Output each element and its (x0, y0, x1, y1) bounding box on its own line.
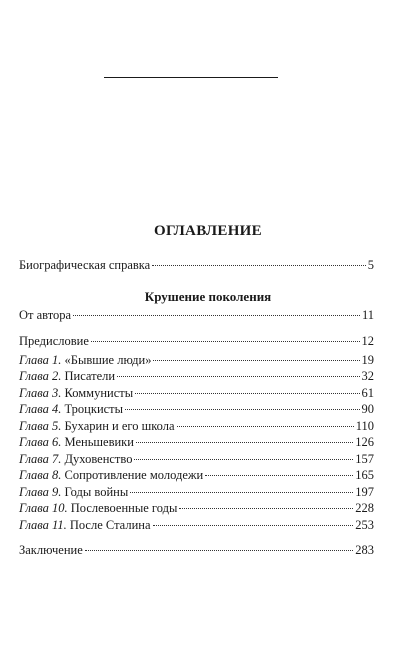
toc-entry-conclusion (19, 542, 374, 558)
entry-label: Предисловие (19, 334, 89, 348)
toc-entry-chapter-1 (19, 352, 374, 368)
dot-leader (153, 525, 354, 526)
dot-leader (153, 360, 359, 361)
dot-leader (130, 492, 353, 493)
dot-leader (152, 265, 366, 266)
dot-leader (73, 315, 360, 316)
toc-entry-chapter-5 (19, 418, 374, 434)
entry-label: Заключение (19, 543, 83, 557)
chapter-prefix: Глава 1. (19, 353, 62, 367)
page-number: 90 (361, 402, 374, 416)
toc-entry-chapter-7 (19, 451, 374, 467)
chapter-prefix: Глава 4. (19, 402, 62, 416)
dot-leader (205, 475, 353, 476)
toc-entry-chapter-6 (19, 434, 374, 450)
chapter-prefix: Глава 8. (19, 468, 62, 482)
entry-label: Меньшевики (64, 435, 134, 449)
toc-entry-chapter-4 (19, 401, 374, 417)
chapter-prefix: Глава 6. (19, 435, 62, 449)
chapter-prefix: Глава 10. (19, 501, 68, 515)
entry-label: Сопротивление молодежи (64, 468, 204, 482)
entry-label: От автора (19, 308, 72, 322)
entry-label: Коммунисты (64, 386, 134, 400)
toc-entry-biography (19, 257, 374, 273)
page-number: 157 (355, 452, 374, 466)
page-number: 5 (367, 258, 374, 272)
page-number: 61 (361, 386, 374, 400)
toc-entry-chapter-8 (19, 467, 374, 483)
chapter-prefix: Глава 11. (19, 518, 67, 532)
dot-leader (134, 459, 353, 460)
chapter-prefix: Глава 5. (19, 419, 62, 433)
dot-leader (91, 341, 360, 342)
section-title: Крушение поколения (144, 289, 272, 304)
page-number: 12 (361, 334, 374, 348)
toc-entry-chapter-2 (19, 368, 374, 384)
page-number: 228 (355, 501, 374, 515)
entry-label: Троцкисты (64, 402, 124, 416)
chapter-prefix: Глава 7. (19, 452, 62, 466)
page-number: 253 (355, 518, 374, 532)
page-number: 197 (355, 485, 374, 499)
dot-leader (177, 426, 354, 427)
toc-entry-preface (19, 333, 374, 349)
page-number: 110 (355, 419, 374, 433)
page-number: 283 (355, 543, 374, 557)
dot-leader (125, 409, 359, 410)
chapter-prefix: Глава 2. (19, 369, 62, 383)
top-rule (104, 77, 278, 78)
chapter-prefix: Глава 3. (19, 386, 62, 400)
page-number: 126 (355, 435, 374, 449)
entry-label: Писатели (64, 369, 116, 383)
dot-leader (85, 550, 354, 551)
page-number: 19 (361, 353, 374, 367)
toc-entry-chapter-3 (19, 385, 374, 401)
toc-entry-chapter-10 (19, 500, 374, 516)
toc-entry-author (19, 307, 374, 323)
dot-leader (117, 376, 359, 377)
entry-label: Годы войны (64, 485, 129, 499)
dot-leader (136, 442, 353, 443)
entry-label: Биографическая справка (19, 258, 151, 272)
entry-label: Послевоенные годы (70, 501, 178, 515)
chapter-prefix: Глава 9. (19, 485, 62, 499)
toc-entry-chapter-9 (19, 484, 374, 500)
dot-leader (179, 508, 353, 509)
dot-leader (135, 393, 359, 394)
toc-entry-chapter-11 (19, 517, 374, 533)
page-number: 165 (355, 468, 374, 482)
page-number: 32 (361, 369, 374, 383)
entry-label: «Бывшие люди» (64, 353, 152, 367)
entry-label: После Сталина (69, 518, 151, 532)
entry-label: Духовенство (64, 452, 133, 466)
entry-label: Бухарин и его школа (64, 419, 175, 433)
toc-title: ОГЛАВЛЕНИЕ (154, 223, 262, 239)
page-number: 11 (361, 308, 374, 322)
